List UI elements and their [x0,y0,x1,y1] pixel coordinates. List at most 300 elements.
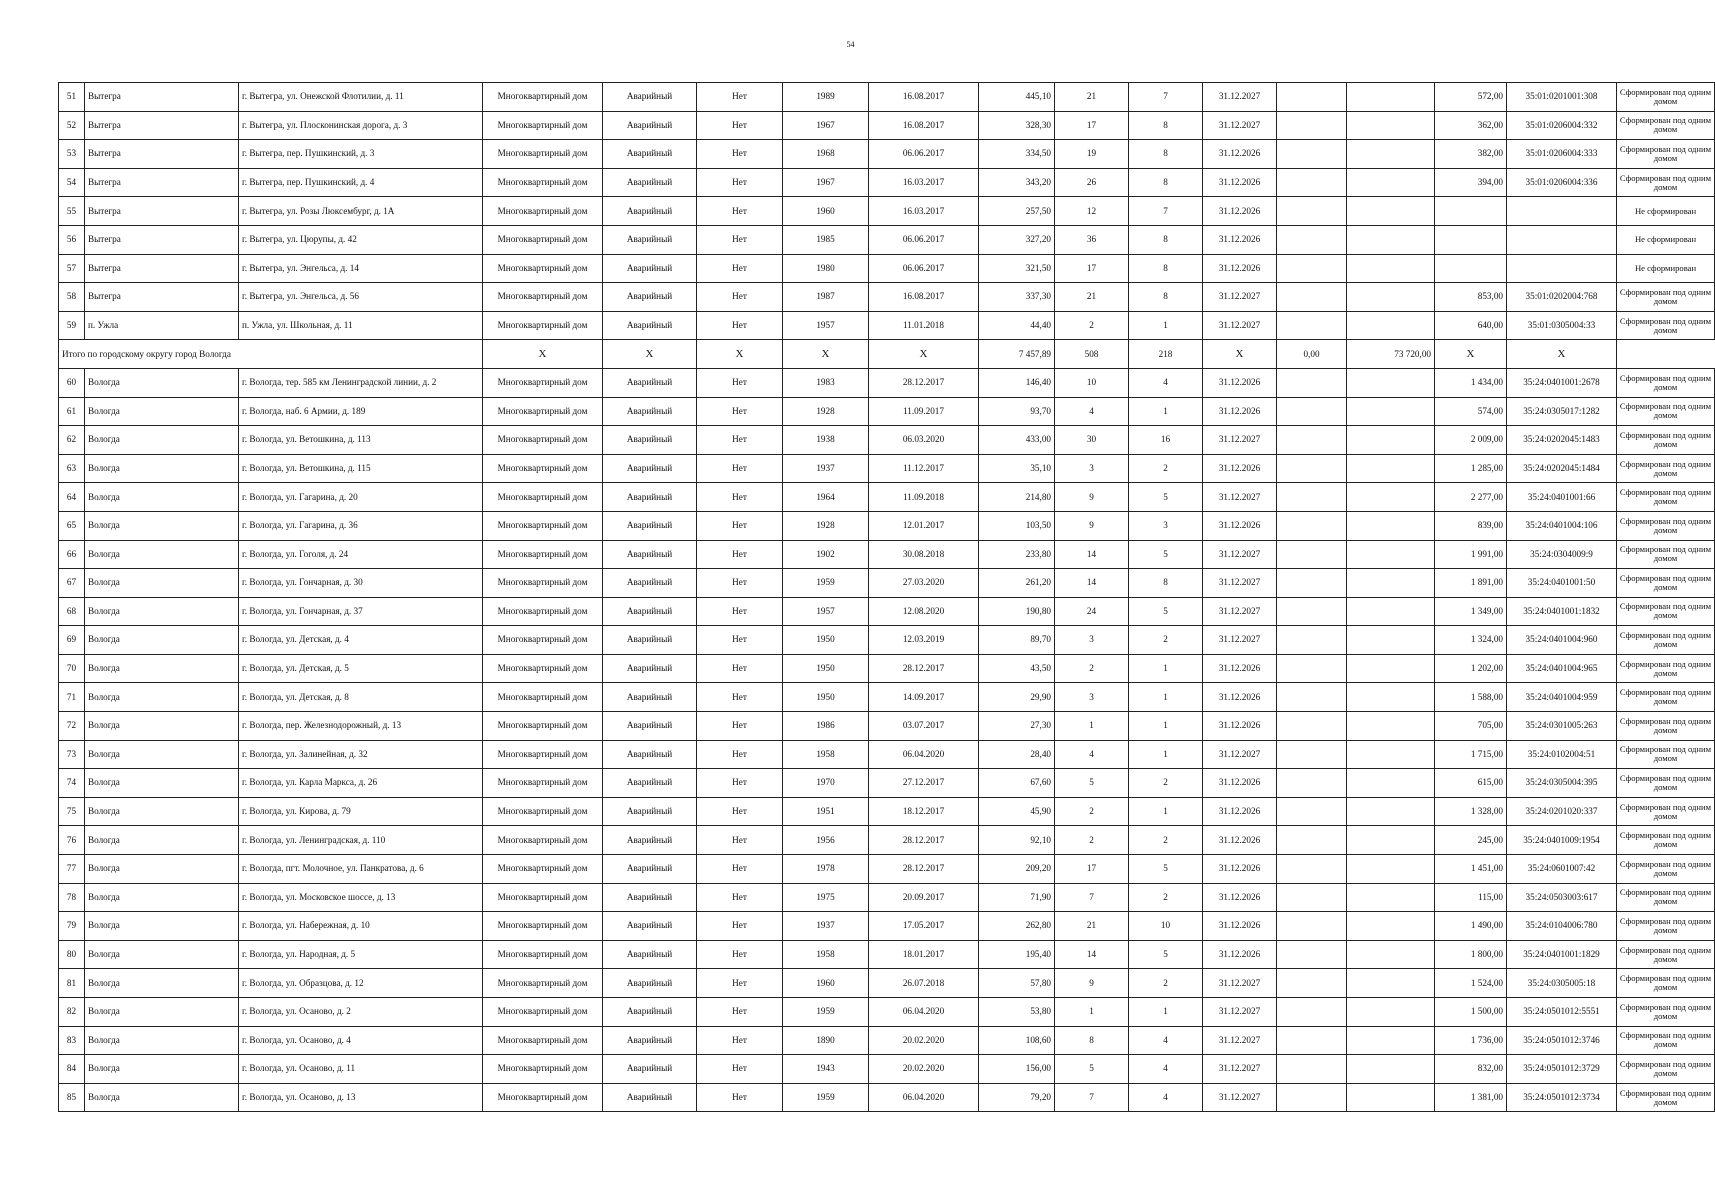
land-status-cell: Сформирован под одним домом [1617,83,1715,112]
table-row [59,397,1715,426]
land-status-cell: Сформирован под одним домом [1617,769,1715,798]
cadastral-number-cell: 35:24:0401004:106 [1507,511,1617,540]
flag-cell: Нет [697,1026,783,1055]
apartments-cell: 2 [1129,626,1203,655]
residents-cell: 21 [1055,912,1129,941]
row-number-cell: 57 [59,254,85,283]
deadline-cell: 31.12.2027 [1203,1026,1277,1055]
apartments-cell: 4 [1129,1026,1203,1055]
land-area-cell: 1 500,00 [1435,998,1507,1027]
build-year-cell: 1943 [783,1055,869,1084]
land-status-cell: Не сформирован [1617,197,1715,226]
flag-cell: Нет [697,483,783,512]
apartments-cell: 5 [1129,483,1203,512]
deadline-cell: 31.12.2026 [1203,683,1277,712]
empty-cell [1277,569,1347,598]
residents-cell: 2 [1055,654,1129,683]
land-area-cell: 1 285,00 [1435,454,1507,483]
build-year-cell: 1950 [783,683,869,712]
land-status-cell: Сформирован под одним домом [1617,483,1715,512]
row-number-cell: 82 [59,998,85,1027]
area-cell: 103,50 [979,511,1055,540]
area-cell: 108,60 [979,1026,1055,1055]
empty-cell [1277,283,1347,312]
empty-cell [1277,1083,1347,1112]
land-area-cell: 1 324,00 [1435,626,1507,655]
row-number-cell: 64 [59,483,85,512]
building-type-cell: Многоквартирный дом [483,111,603,140]
area-cell: 89,70 [979,626,1055,655]
settlement-cell: Вологда [85,454,239,483]
empty-cell [1347,712,1435,741]
area-cell: 257,50 [979,197,1055,226]
residents-cell: 3 [1055,626,1129,655]
build-year-cell: 1964 [783,483,869,512]
land-status-cell: Сформирован под одним домом [1617,1083,1715,1112]
condition-cell: Аварийный [603,454,697,483]
settlement-cell: Вологда [85,912,239,941]
recognition-date-cell: 03.07.2017 [869,712,979,741]
building-type-cell: Многоквартирный дом [483,511,603,540]
address-cell: г. Вытегра, ул. Цюрупы, д. 42 [239,225,483,254]
row-number-cell: 51 [59,83,85,112]
empty-cell [1277,1055,1347,1084]
building-type-cell: Многоквартирный дом [483,740,603,769]
recognition-date-cell: 12.01.2017 [869,511,979,540]
empty-cell [1347,225,1435,254]
residents-cell: 10 [1055,368,1129,397]
row-number-cell: 53 [59,140,85,169]
land-area-cell: 1 991,00 [1435,540,1507,569]
deadline-cell: 31.12.2027 [1203,111,1277,140]
row-number-cell: 67 [59,569,85,598]
condition-cell: Аварийный [603,283,697,312]
recognition-date-cell: 20.02.2020 [869,1055,979,1084]
area-cell: 321,50 [979,254,1055,283]
empty-cell [1277,712,1347,741]
residents-cell: 3 [1055,454,1129,483]
empty-cell [1347,797,1435,826]
build-year-cell: 1968 [783,140,869,169]
settlement-cell: Вологда [85,511,239,540]
empty-cell [1347,969,1435,998]
address-cell: г. Вологда, ул. Гоголя, д. 24 [239,540,483,569]
empty-cell [1347,769,1435,798]
build-year-cell: 1958 [783,940,869,969]
table-row [59,1055,1715,1084]
residents-cell: 12 [1055,197,1129,226]
land-area-cell: 1 588,00 [1435,683,1507,712]
land-status-cell: Сформирован под одним домом [1617,1026,1715,1055]
build-year-cell: 1938 [783,426,869,455]
area-cell: 261,20 [979,569,1055,598]
recognition-date-cell: 06.06.2017 [869,254,979,283]
address-cell: г. Вытегра, ул. Онежской Флотилии, д. 11 [239,83,483,112]
table-row [59,797,1715,826]
cadastral-number-cell: 35:01:0206004:333 [1507,140,1617,169]
land-status-cell: Сформирован под одним домом [1617,569,1715,598]
cadastral-number-cell: 35:24:0304009:9 [1507,540,1617,569]
row-number-cell: 85 [59,1083,85,1112]
empty-cell [1347,654,1435,683]
deadline-cell: 31.12.2027 [1203,626,1277,655]
build-year-cell: 1950 [783,654,869,683]
residents-cell: 17 [1055,111,1129,140]
cadastral-number-cell: 35:24:0501012:5551 [1507,998,1617,1027]
deadline-cell: 31.12.2026 [1203,826,1277,855]
residents-cell: 17 [1055,254,1129,283]
recognition-date-cell: 16.08.2017 [869,83,979,112]
condition-cell: Аварийный [603,197,697,226]
land-area-cell [1435,254,1507,283]
empty-cell [1277,597,1347,626]
row-number-cell: 83 [59,1026,85,1055]
apartments-cell: 8 [1129,254,1203,283]
settlement-cell: Вологда [85,740,239,769]
condition-cell: Аварийный [603,683,697,712]
address-cell: г. Вологда, ул. Детская, д. 4 [239,626,483,655]
building-type-cell: Многоквартирный дом [483,311,603,340]
building-type-cell: Многоквартирный дом [483,283,603,312]
land-status-cell: Сформирован под одним домом [1617,683,1715,712]
recognition-date-cell: 16.03.2017 [869,168,979,197]
address-cell: г. Вологда, ул. Московское шоссе, д. 13 [239,883,483,912]
empty-cell [1277,912,1347,941]
deadline-cell: 31.12.2027 [1203,569,1277,598]
empty-cell [1347,426,1435,455]
build-year-cell: 1959 [783,569,869,598]
condition-cell: Аварийный [603,712,697,741]
address-cell: г. Вологда, ул. Набережная, д. 10 [239,912,483,941]
table-row [59,368,1715,397]
deadline-cell: 31.12.2026 [1203,912,1277,941]
building-type-cell: Многоквартирный дом [483,1083,603,1112]
cadastral-number-cell: 35:24:0201020:337 [1507,797,1617,826]
area-cell: 27,30 [979,712,1055,741]
land-area-cell: 1 891,00 [1435,569,1507,598]
row-number-cell: 72 [59,712,85,741]
subtotal-cell: 0,00 [1277,340,1347,369]
residents-cell: 2 [1055,797,1129,826]
table-row [59,683,1715,712]
page-number: 54 [846,40,855,49]
recognition-date-cell: 11.09.2018 [869,483,979,512]
land-area-cell: 382,00 [1435,140,1507,169]
address-cell: г. Вологда, ул. Детская, д. 5 [239,654,483,683]
address-cell: г. Вытегра, пер. Пушкинский, д. 3 [239,140,483,169]
empty-cell [1347,883,1435,912]
empty-cell [1277,254,1347,283]
recognition-date-cell: 16.08.2017 [869,283,979,312]
empty-cell [1277,426,1347,455]
land-status-cell: Сформирован под одним домом [1617,397,1715,426]
land-status-cell: Сформирован под одним домом [1617,712,1715,741]
area-cell: 45,90 [979,797,1055,826]
area-cell: 327,20 [979,225,1055,254]
address-cell: г. Вологда, ул. Детская, д. 8 [239,683,483,712]
build-year-cell: 1983 [783,368,869,397]
flag-cell: Нет [697,940,783,969]
flag-cell: Нет [697,569,783,598]
building-type-cell: Многоквартирный дом [483,712,603,741]
build-year-cell: 1958 [783,740,869,769]
land-status-cell: Не сформирован [1617,225,1715,254]
area-cell: 156,00 [979,1055,1055,1084]
apartments-cell: 2 [1129,969,1203,998]
empty-cell [1277,111,1347,140]
deadline-cell: 31.12.2027 [1203,540,1277,569]
empty-cell [1277,740,1347,769]
recognition-date-cell: 28.12.2017 [869,654,979,683]
table-row [59,769,1715,798]
residents-cell: 21 [1055,283,1129,312]
apartments-cell: 8 [1129,569,1203,598]
empty-cell [1277,626,1347,655]
land-area-cell: 1 202,00 [1435,654,1507,683]
cadastral-number-cell: 35:24:0104006:780 [1507,912,1617,941]
land-area-cell: 1 524,00 [1435,969,1507,998]
table-row [59,855,1715,884]
residents-cell: 5 [1055,769,1129,798]
flag-cell: Нет [697,712,783,741]
apartments-cell: 7 [1129,83,1203,112]
building-type-cell: Многоквартирный дом [483,597,603,626]
area-cell: 29,90 [979,683,1055,712]
condition-cell: Аварийный [603,855,697,884]
land-status-cell: Сформирован под одним домом [1617,368,1715,397]
cadastral-number-cell [1507,254,1617,283]
build-year-cell: 1956 [783,826,869,855]
area-cell: 209,20 [979,855,1055,884]
flag-cell: Нет [697,855,783,884]
building-type-cell: Многоквартирный дом [483,168,603,197]
address-cell: г. Вытегра, ул. Энгельса, д. 14 [239,254,483,283]
build-year-cell: 1957 [783,597,869,626]
deadline-cell: 31.12.2027 [1203,283,1277,312]
residents-cell: 26 [1055,168,1129,197]
housing-register-table [58,82,1715,1112]
address-cell: г. Вологда, ул. Карла Маркса, д. 26 [239,769,483,798]
condition-cell: Аварийный [603,912,697,941]
apartments-cell: 5 [1129,855,1203,884]
recognition-date-cell: 06.06.2017 [869,225,979,254]
row-number-cell: 74 [59,769,85,798]
row-number-cell: 55 [59,197,85,226]
table-row [59,1083,1715,1112]
building-type-cell: Многоквартирный дом [483,797,603,826]
cadastral-number-cell: 35:24:0401001:66 [1507,483,1617,512]
deadline-cell: 31.12.2026 [1203,140,1277,169]
settlement-cell: Вологда [85,597,239,626]
subtotal-cell: X [483,340,603,369]
building-type-cell: Многоквартирный дом [483,1055,603,1084]
table-row [59,540,1715,569]
deadline-cell: 31.12.2026 [1203,197,1277,226]
land-status-cell: Сформирован под одним домом [1617,654,1715,683]
build-year-cell: 1950 [783,626,869,655]
empty-cell [1347,912,1435,941]
subtotal-label: Итого по городскому округу город Вологда [59,340,483,369]
build-year-cell: 1989 [783,83,869,112]
table-row [59,454,1715,483]
land-status-cell: Сформирован под одним домом [1617,540,1715,569]
cadastral-number-cell: 35:24:0401004:960 [1507,626,1617,655]
area-cell: 57,80 [979,969,1055,998]
empty-cell [1277,368,1347,397]
land-status-cell: Сформирован под одним домом [1617,111,1715,140]
empty-cell [1347,168,1435,197]
build-year-cell: 1928 [783,397,869,426]
deadline-cell: 31.12.2027 [1203,969,1277,998]
land-status-cell: Сформирован под одним домом [1617,969,1715,998]
condition-cell: Аварийный [603,883,697,912]
cadastral-number-cell: 35:24:0401001:1829 [1507,940,1617,969]
cadastral-number-cell: 35:24:0501012:3734 [1507,1083,1617,1112]
land-status-cell: Сформирован под одним домом [1617,426,1715,455]
recognition-date-cell: 06.06.2017 [869,140,979,169]
building-type-cell: Многоквартирный дом [483,883,603,912]
table-row [59,168,1715,197]
build-year-cell: 1902 [783,540,869,569]
empty-cell [1277,769,1347,798]
residents-cell: 2 [1055,311,1129,340]
recognition-date-cell: 18.01.2017 [869,940,979,969]
land-status-cell: Сформирован под одним домом [1617,740,1715,769]
cadastral-number-cell: 35:01:0206004:336 [1507,168,1617,197]
settlement-cell: Вологда [85,1055,239,1084]
table-row [59,483,1715,512]
flag-cell: Нет [697,826,783,855]
land-area-cell: 1 490,00 [1435,912,1507,941]
recognition-date-cell: 26.07.2018 [869,969,979,998]
table-row [59,569,1715,598]
settlement-cell: Вытегра [85,140,239,169]
build-year-cell: 1978 [783,855,869,884]
table-row [59,712,1715,741]
row-number-cell: 65 [59,511,85,540]
land-area-cell: 853,00 [1435,283,1507,312]
building-type-cell: Многоквартирный дом [483,540,603,569]
empty-cell [1347,111,1435,140]
area-cell: 44,40 [979,311,1055,340]
build-year-cell: 1951 [783,797,869,826]
empty-cell [1277,197,1347,226]
land-area-cell: 115,00 [1435,883,1507,912]
land-area-cell: 2 277,00 [1435,483,1507,512]
land-area-cell: 839,00 [1435,511,1507,540]
land-area-cell: 572,00 [1435,83,1507,112]
row-number-cell: 81 [59,969,85,998]
deadline-cell: 31.12.2027 [1203,83,1277,112]
row-number-cell: 62 [59,426,85,455]
land-area-cell: 362,00 [1435,111,1507,140]
area-cell: 146,40 [979,368,1055,397]
address-cell: г. Вытегра, ул. Розы Люксембург, д. 1А [239,197,483,226]
address-cell: г. Вологда, наб. 6 Армии, д. 189 [239,397,483,426]
build-year-cell: 1928 [783,511,869,540]
area-cell: 262,80 [979,912,1055,941]
building-type-cell: Многоквартирный дом [483,225,603,254]
apartments-cell: 5 [1129,540,1203,569]
flag-cell: Нет [697,511,783,540]
flag-cell: Нет [697,168,783,197]
deadline-cell: 31.12.2026 [1203,368,1277,397]
row-number-cell: 77 [59,855,85,884]
cadastral-number-cell: 35:24:0202045:1483 [1507,426,1617,455]
cadastral-number-cell: 35:24:0401009:1954 [1507,826,1617,855]
area-cell: 233,80 [979,540,1055,569]
flag-cell: Нет [697,426,783,455]
subtotal-cell: X [783,340,869,369]
flag-cell: Нет [697,912,783,941]
build-year-cell: 1970 [783,769,869,798]
residents-cell: 3 [1055,683,1129,712]
area-cell: 28,40 [979,740,1055,769]
empty-cell [1277,797,1347,826]
row-number-cell: 84 [59,1055,85,1084]
apartments-cell: 4 [1129,1055,1203,1084]
recognition-date-cell: 14.09.2017 [869,683,979,712]
condition-cell: Аварийный [603,769,697,798]
build-year-cell: 1959 [783,998,869,1027]
settlement-cell: Вологда [85,969,239,998]
empty-cell [1347,311,1435,340]
condition-cell: Аварийный [603,83,697,112]
area-cell: 343,20 [979,168,1055,197]
flag-cell: Нет [697,197,783,226]
condition-cell: Аварийный [603,1026,697,1055]
residents-cell: 7 [1055,1083,1129,1112]
area-cell: 71,90 [979,883,1055,912]
deadline-cell: 31.12.2026 [1203,883,1277,912]
address-cell: г. Вологда, ул. Осаново, д. 13 [239,1083,483,1112]
table-row [59,140,1715,169]
build-year-cell: 1890 [783,1026,869,1055]
empty-cell [1347,83,1435,112]
address-cell: г. Вологда, ул. Ветошкина, д. 115 [239,454,483,483]
land-area-cell: 2 009,00 [1435,426,1507,455]
recognition-date-cell: 27.03.2020 [869,569,979,598]
apartments-cell: 8 [1129,111,1203,140]
address-cell: г. Вологда, ул. Осаново, д. 4 [239,1026,483,1055]
table-row [59,826,1715,855]
deadline-cell: 31.12.2026 [1203,168,1277,197]
table-row [59,83,1715,112]
settlement-cell: Вологда [85,540,239,569]
recognition-date-cell: 28.12.2017 [869,368,979,397]
land-area-cell: 394,00 [1435,168,1507,197]
building-type-cell: Многоквартирный дом [483,912,603,941]
address-cell: г. Вологда, ул. Кирова, д. 79 [239,797,483,826]
table-row [59,1026,1715,1055]
cadastral-number-cell: 35:24:0102004:51 [1507,740,1617,769]
apartments-cell: 1 [1129,740,1203,769]
deadline-cell: 31.12.2026 [1203,797,1277,826]
row-number-cell: 63 [59,454,85,483]
settlement-cell: Вологда [85,569,239,598]
settlement-cell: Вологда [85,769,239,798]
empty-cell [1347,140,1435,169]
settlement-cell: Вологда [85,368,239,397]
flag-cell: Нет [697,283,783,312]
address-cell: г. Вологда, пгт. Молочное, ул. Панкратова, д. 6 [239,855,483,884]
build-year-cell: 1967 [783,111,869,140]
flag-cell: Нет [697,998,783,1027]
land-area-cell: 574,00 [1435,397,1507,426]
empty-cell [1347,397,1435,426]
subtotal-cell: X [1435,340,1507,369]
build-year-cell: 1985 [783,225,869,254]
